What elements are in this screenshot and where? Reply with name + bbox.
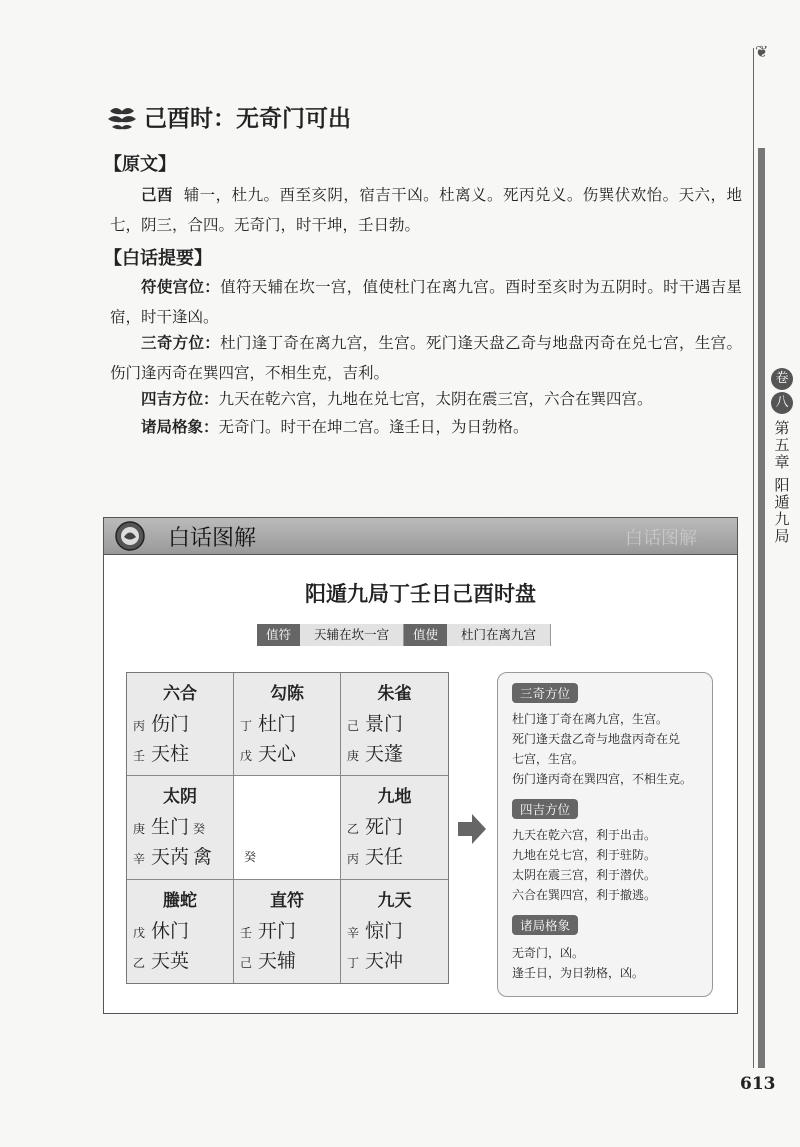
info-line: 六合在巽四宫，利于撤逃。	[512, 888, 657, 902]
original-text	[110, 180, 742, 240]
heaven-stem: 戊	[133, 925, 146, 940]
earth-stem: 戊	[240, 749, 253, 763]
palace-gate: 死门	[365, 816, 404, 839]
original-body: 辅一，杜九。酉至亥阴，宿吉干凶。杜离义。死丙兑义。伤巽伏欢怡。天六，地七，阴三，合四。无奇门，时干坤，壬日勃。	[110, 186, 742, 234]
cloud-ornament-icon	[106, 103, 138, 131]
info-line: 逢壬日，为日勃格，凶。	[512, 966, 645, 980]
summary-label: 三奇方位：	[141, 334, 221, 352]
palace-spirit: 勾陈	[270, 684, 304, 704]
summary-text: 杜门逢丁奇在离九宫，生宫。死门逢天盘乙奇与地盘丙奇在兑七宫，生宫。伤门逢丙奇在巽四宫，不相生克，吉利。	[110, 334, 742, 382]
info-line: 伤门逢丙奇在巽四宫，不相生克。	[512, 772, 693, 786]
sanqi-text	[512, 709, 708, 789]
palace-cell-gen	[127, 880, 234, 983]
palace-star: 天辅	[258, 949, 297, 972]
info-line: 九地在兑七宫，利于驻防。	[512, 848, 657, 862]
palace-spirit: 六合	[163, 684, 197, 704]
palace-star: 天芮	[151, 846, 190, 869]
summary-label: 四吉方位：	[141, 390, 219, 408]
panel-header	[104, 518, 737, 555]
summary-text: 无奇门。时干在坤二宫。逢壬日，为日勃格。	[218, 418, 529, 436]
original-lead: 己酉	[141, 186, 173, 204]
earth-stem: 辛	[133, 852, 146, 867]
earth-stem: 己	[240, 955, 253, 970]
palace-star: 天英	[151, 949, 190, 972]
arrow-right-icon	[458, 814, 486, 844]
palace-star: 天蓬	[365, 743, 404, 765]
palace-star: 天心	[258, 743, 297, 765]
zhifu-value: 天辅在坎一宫	[300, 624, 404, 646]
palace-extra-star: 禽	[193, 846, 213, 869]
palace-gate: 伤门	[151, 713, 190, 735]
margin-rule	[753, 48, 754, 1068]
corner-ornament-icon: ❦	[755, 42, 769, 61]
nine-palace-grid	[126, 672, 449, 984]
zhifu-label: 值符	[257, 624, 300, 646]
palace-spirit: 朱雀	[377, 684, 412, 704]
summary-label: 符使宫位：	[141, 278, 221, 296]
juan-badge: 卷	[771, 368, 793, 390]
palace-spirit: 九地	[377, 787, 412, 808]
earth-stem: 丁	[347, 955, 360, 970]
siji-text	[512, 825, 708, 905]
geju-heading: 诸局格象	[512, 915, 578, 935]
palace-gate: 惊门	[365, 919, 404, 942]
zhishi-value: 杜门在离九宫	[447, 624, 551, 646]
emblem-icon	[114, 520, 146, 552]
palace-cell-li	[234, 673, 341, 776]
original-heading: 【原文】	[104, 154, 176, 175]
summary-item	[110, 328, 742, 388]
summary-text: 九天在乾六宫，九地在兑七宫，太阴在震三宫，六合在巽四宫。	[218, 390, 653, 408]
earth-stem: 丙	[347, 852, 360, 867]
margin-bar	[758, 148, 765, 1068]
siji-heading: 四吉方位	[512, 799, 578, 819]
panel-header-title: 白话图解	[168, 526, 257, 551]
panel-header-ghost: 白话图解	[625, 528, 697, 549]
palace-cell-kun	[341, 673, 448, 776]
palace-star: 天冲	[365, 949, 404, 972]
jiprime-stem: 癸	[193, 822, 206, 837]
heaven-stem: 丙	[133, 719, 146, 733]
geju-text	[512, 943, 708, 983]
palace-gate: 杜门	[258, 713, 297, 735]
info-line: 死门逢天盘乙奇与地盘丙奇在兑	[512, 732, 681, 746]
heaven-stem: 丁	[240, 719, 253, 733]
palace-cell-kan	[234, 880, 341, 983]
page-title	[106, 100, 351, 133]
info-line: 杜门逢丁奇在离九宫，生宫。	[512, 712, 669, 726]
summary-label: 诸局格象：	[141, 418, 219, 436]
summary-item	[110, 384, 742, 414]
juan-number-badge: 八	[771, 392, 793, 414]
info-line: 太阴在震三宫，利于潜伏。	[512, 868, 657, 882]
side-chapter-tag	[767, 368, 797, 545]
palace-spirit: 太阴	[163, 787, 197, 808]
heaven-stem: 己	[347, 719, 360, 733]
palace-gate: 生门	[151, 816, 190, 839]
zhishi-label: 值使	[404, 624, 447, 646]
heaven-stem: 乙	[347, 822, 360, 837]
info-line: 七宫，生宫。	[512, 752, 585, 766]
summary-item	[110, 412, 742, 442]
palace-gate: 开门	[258, 919, 297, 942]
info-box	[497, 672, 713, 997]
heaven-stem: 庚	[133, 822, 146, 837]
center-stem: 癸	[244, 850, 257, 865]
heaven-stem: 壬	[240, 925, 253, 940]
palace-cell-xun	[127, 673, 234, 776]
zhifu-zhishi-bar	[257, 624, 551, 646]
summary-item	[110, 272, 742, 332]
palace-cell-center	[234, 776, 341, 879]
palace-cell-zhen	[127, 776, 234, 879]
palace-spirit: 螣蛇	[163, 890, 197, 911]
earth-stem: 乙	[133, 955, 146, 970]
earth-stem: 壬	[133, 749, 146, 763]
summary-text: 值符天辅在坎一宫，值使杜门在离九宫。酉时至亥时为五阴时。时干遇吉星宿，时干逢凶。	[110, 278, 742, 326]
page-number: 613	[740, 1074, 776, 1094]
earth-stem: 庚	[347, 749, 360, 763]
info-line: 九天在乾六宫，利于出击。	[512, 828, 657, 842]
palace-gate: 休门	[151, 919, 190, 942]
sanqi-heading: 三奇方位	[512, 683, 578, 703]
illustration-panel	[103, 517, 738, 1014]
palace-spirit: 直符	[270, 890, 304, 911]
palace-gate: 景门	[365, 713, 404, 735]
title-text: 己酉时：无奇门可出	[144, 106, 351, 132]
palace-cell-qian	[341, 880, 448, 983]
chapter-label: 第五章	[772, 420, 791, 471]
palace-star: 天任	[365, 846, 404, 869]
heaven-stem: 辛	[347, 925, 360, 940]
chart-title: 阳遁九局丁壬日己酉时盘	[305, 582, 536, 606]
palace-cell-dui	[341, 776, 448, 879]
palace-spirit: 九天	[377, 890, 412, 911]
bureau-label: 阳遁九局	[772, 477, 791, 545]
info-line: 无奇门，凶。	[512, 946, 585, 960]
summary-heading: 【白话提要】	[104, 248, 212, 269]
palace-star: 天柱	[151, 743, 190, 765]
